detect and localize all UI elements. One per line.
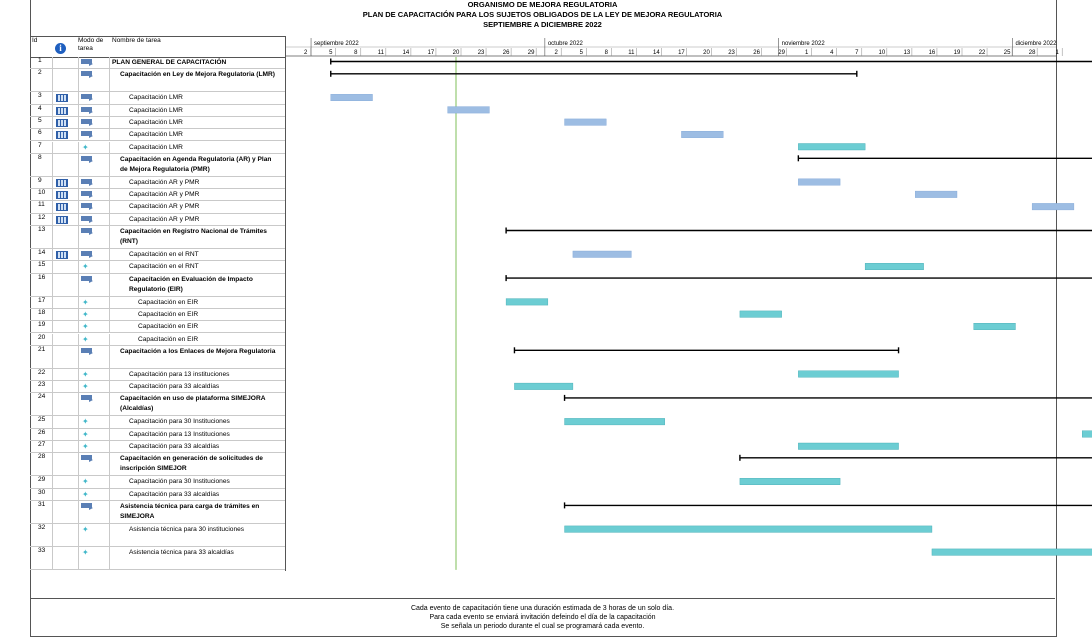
day-label: 2 bbox=[554, 50, 558, 56]
task-mode-cell bbox=[78, 309, 110, 320]
table-row[interactable] bbox=[30, 177, 285, 189]
table-row[interactable] bbox=[30, 189, 285, 201]
task-mode-cell bbox=[78, 381, 110, 392]
indicator-cell bbox=[52, 369, 78, 380]
task-id: 4 bbox=[38, 104, 42, 112]
indicator-cell bbox=[52, 249, 78, 260]
day-label: 13 bbox=[903, 50, 911, 56]
table-row[interactable] bbox=[30, 309, 285, 321]
title-organization: ORGANISMO DE MEJORA REGULATORIA bbox=[467, 0, 618, 9]
day-label: 25 bbox=[1003, 50, 1011, 56]
task-bar bbox=[448, 107, 490, 114]
auto-schedule-icon bbox=[81, 216, 92, 221]
task-id: 9 bbox=[38, 176, 42, 184]
manual-schedule-icon: ✦ bbox=[82, 477, 89, 487]
task-name[interactable]: Capacitación AR y PMR bbox=[129, 191, 200, 199]
auto-schedule-icon bbox=[81, 455, 92, 460]
note-duration: Cada evento de capacitación tiene una duración estimada de 3 horas de un solo día. bbox=[410, 605, 675, 612]
table-row[interactable] bbox=[30, 297, 285, 309]
task-name[interactable]: Asistencia técnica para 33 alcaldías bbox=[129, 548, 234, 556]
gantt-svg bbox=[286, 36, 1059, 571]
task-bar bbox=[798, 144, 865, 151]
indicator-cell bbox=[52, 92, 78, 103]
indicator-cell bbox=[52, 441, 78, 452]
task-bar bbox=[573, 251, 631, 258]
calendar-icon bbox=[56, 191, 68, 199]
auto-schedule-icon bbox=[81, 94, 92, 99]
task-id: 21 bbox=[38, 345, 46, 353]
task-mode-cell bbox=[78, 547, 110, 569]
task-id: 3 bbox=[38, 92, 42, 100]
task-id: 28 bbox=[38, 453, 46, 461]
month-label: noviembre 2022 bbox=[781, 41, 825, 47]
task-id: 7 bbox=[38, 141, 42, 149]
task-id: 30 bbox=[38, 488, 46, 496]
table-row[interactable] bbox=[30, 226, 285, 249]
manual-schedule-icon: ✦ bbox=[82, 142, 89, 152]
task-id: 17 bbox=[38, 296, 46, 304]
task-mode-cell bbox=[78, 524, 110, 546]
task-mode-cell bbox=[78, 142, 110, 153]
task-id: 29 bbox=[38, 476, 46, 484]
task-name[interactable]: Capacitación en generación de solicitudes de inscripción SIMEJOR bbox=[120, 455, 263, 473]
table-row[interactable] bbox=[30, 453, 285, 476]
task-bar bbox=[565, 526, 932, 533]
task-mode-cell bbox=[78, 214, 110, 225]
task-name[interactable]: Capacitación en Evaluación de Impacto Regulatorio (EIR) bbox=[129, 275, 253, 293]
day-label: 29 bbox=[778, 50, 785, 56]
indicator-cell bbox=[52, 57, 78, 68]
indicator-cell bbox=[52, 105, 78, 116]
task-name[interactable]: Capacitación para 33 alcaldías bbox=[129, 383, 220, 391]
auto-schedule-icon bbox=[81, 119, 92, 124]
task-id: 1 bbox=[38, 57, 42, 64]
auto-schedule-icon bbox=[81, 276, 92, 281]
task-id: 33 bbox=[38, 546, 46, 554]
indicator-cell bbox=[52, 117, 78, 128]
indicator-cell bbox=[52, 226, 78, 248]
calendar-icon bbox=[56, 119, 68, 127]
indicator-cell bbox=[52, 129, 78, 140]
info-icon: i bbox=[55, 43, 66, 54]
task-mode-cell bbox=[78, 321, 110, 332]
task-bar bbox=[506, 299, 548, 306]
task-name[interactable]: Capacitación para 13 Instituciones bbox=[129, 430, 230, 438]
notes-footer bbox=[30, 598, 1055, 630]
auto-schedule-icon bbox=[81, 503, 92, 508]
day-label: 7 bbox=[855, 50, 859, 56]
task-bar bbox=[798, 179, 840, 186]
table-row[interactable] bbox=[30, 69, 285, 92]
indicator-cell bbox=[52, 547, 78, 569]
calendar-icon bbox=[56, 216, 68, 224]
task-bar bbox=[740, 311, 782, 318]
task-mode-cell bbox=[78, 154, 110, 176]
note-period: Se señala un periodo durante el cual se programará cada evento. bbox=[440, 623, 645, 630]
day-label: 20 bbox=[452, 50, 460, 56]
table-row[interactable] bbox=[30, 142, 285, 154]
table-row[interactable] bbox=[30, 249, 285, 261]
task-mode-cell bbox=[78, 297, 110, 308]
task-mode-cell bbox=[78, 441, 110, 452]
table-row[interactable] bbox=[30, 201, 285, 213]
task-id: 27 bbox=[38, 441, 46, 448]
day-label: 26 bbox=[753, 50, 760, 56]
indicator-cell bbox=[52, 274, 78, 296]
day-label: 11 bbox=[628, 50, 635, 56]
task-name[interactable]: Capacitación en Ley de Mejora Regulatoria (LMR) bbox=[120, 71, 275, 79]
table-row[interactable] bbox=[30, 476, 285, 488]
table-row[interactable] bbox=[30, 369, 285, 381]
day-label: 14 bbox=[402, 50, 410, 56]
day-label: 19 bbox=[953, 50, 961, 56]
task-bar bbox=[681, 131, 723, 138]
task-name[interactable]: Capacitación en EIR bbox=[138, 298, 199, 306]
task-id: 31 bbox=[38, 500, 46, 508]
auto-schedule-icon bbox=[81, 71, 92, 76]
task-bar bbox=[915, 191, 957, 198]
indicator-cell bbox=[52, 453, 78, 475]
auto-schedule-icon bbox=[81, 228, 92, 233]
indicator-cell bbox=[52, 309, 78, 320]
day-label: 8 bbox=[604, 50, 608, 56]
task-id: 19 bbox=[38, 321, 46, 329]
task-mode-cell bbox=[78, 346, 110, 368]
month-label: diciembre 2022 bbox=[1015, 41, 1057, 47]
calendar-icon bbox=[56, 203, 68, 211]
task-name[interactable]: Capacitación en Agenda Regulatoria (AR) y Plan de Mejora Regulatoria (PMR) bbox=[120, 155, 272, 173]
manual-schedule-icon: ✦ bbox=[82, 547, 89, 557]
table-row[interactable] bbox=[30, 261, 285, 273]
manual-schedule-icon: ✦ bbox=[82, 309, 89, 319]
task-bar bbox=[798, 371, 898, 378]
task-bar bbox=[1082, 431, 1092, 438]
task-mode-cell bbox=[78, 476, 110, 487]
note-invitation: Para cada evento se enviará invitación defeindo el día de la capacitación bbox=[429, 614, 656, 621]
task-id: 23 bbox=[38, 381, 46, 389]
task-name[interactable]: Capacitación AR y PMR bbox=[129, 178, 200, 186]
auto-schedule-icon bbox=[81, 131, 92, 136]
task-mode-cell bbox=[78, 69, 110, 91]
table-row[interactable] bbox=[30, 547, 285, 570]
task-id: 8 bbox=[38, 153, 42, 161]
indicator-cell bbox=[52, 69, 78, 91]
task-id: 10 bbox=[38, 189, 46, 197]
task-name[interactable]: Capacitación para 13 instituciones bbox=[129, 370, 230, 378]
indicator-cell bbox=[52, 501, 78, 523]
task-id: 20 bbox=[38, 333, 46, 341]
task-mode-cell bbox=[78, 416, 110, 427]
task-name[interactable]: Capacitación LMR bbox=[129, 118, 183, 126]
task-name[interactable]: PLAN GENERAL DE CAPACITACIÓN bbox=[112, 59, 227, 66]
table-row[interactable] bbox=[30, 117, 285, 129]
day-label: 1 bbox=[805, 50, 809, 56]
manual-schedule-icon: ✦ bbox=[82, 489, 89, 499]
task-mode-cell bbox=[78, 129, 110, 140]
table-row[interactable] bbox=[30, 346, 285, 369]
auto-schedule-icon bbox=[81, 203, 92, 208]
task-name[interactable]: Capacitación AR y PMR bbox=[129, 215, 200, 223]
task-bar bbox=[974, 323, 1016, 330]
task-name[interactable]: Capacitación AR y PMR bbox=[129, 203, 200, 211]
auto-schedule-icon bbox=[81, 191, 92, 196]
table-row[interactable] bbox=[30, 334, 285, 346]
task-name[interactable]: Capacitación en el RNT bbox=[129, 251, 199, 258]
day-label: 22 bbox=[978, 50, 986, 56]
auto-schedule-icon bbox=[81, 59, 92, 64]
day-label: 28 bbox=[1028, 50, 1036, 56]
task-name[interactable]: Capacitación LMR bbox=[129, 106, 183, 114]
manual-schedule-icon: ✦ bbox=[82, 369, 89, 379]
table-row[interactable] bbox=[30, 393, 285, 416]
task-name[interactable]: Capacitación para 33 alcaldías bbox=[129, 443, 220, 450]
day-label: 11 bbox=[377, 50, 384, 56]
table-row[interactable] bbox=[30, 57, 285, 69]
task-mode-cell bbox=[78, 274, 110, 296]
task-name[interactable]: Capacitación LMR bbox=[129, 143, 183, 151]
task-id: 13 bbox=[38, 226, 46, 233]
task-mode-cell bbox=[78, 261, 110, 272]
task-name[interactable]: Capacitación en EIR bbox=[138, 335, 199, 343]
task-bar bbox=[932, 549, 1092, 556]
indicator-cell bbox=[52, 321, 78, 332]
day-label: 5 bbox=[329, 50, 333, 56]
task-id: 22 bbox=[38, 368, 46, 376]
table-row[interactable] bbox=[30, 274, 285, 297]
table-row[interactable] bbox=[30, 416, 285, 428]
task-id: 6 bbox=[38, 129, 42, 137]
calendar-icon bbox=[56, 251, 68, 259]
indicator-cell bbox=[52, 261, 78, 272]
task-mode-cell bbox=[78, 393, 110, 415]
task-name[interactable]: Capacitación a los Enlaces de Mejora Regulatoria bbox=[120, 347, 276, 355]
task-name[interactable]: Capacitación LMR bbox=[129, 94, 183, 102]
indicator-cell bbox=[52, 416, 78, 427]
task-id: 24 bbox=[38, 393, 46, 401]
task-mode-cell bbox=[78, 226, 110, 248]
indicator-cell bbox=[52, 214, 78, 225]
indicator-cell bbox=[52, 154, 78, 176]
task-bar bbox=[798, 443, 898, 450]
auto-schedule-icon bbox=[81, 179, 92, 184]
auto-schedule-icon bbox=[81, 348, 92, 353]
title-plan: PLAN DE CAPACITACIÓN PARA LOS SUJETOS OBLIGADOS DE LA LEY DE MEJORA REGULATORIA bbox=[362, 10, 723, 19]
task-mode-cell bbox=[78, 249, 110, 260]
table-row[interactable] bbox=[30, 524, 285, 547]
day-label: 17 bbox=[427, 50, 435, 56]
task-id: 18 bbox=[38, 308, 46, 316]
calendar-icon bbox=[56, 94, 68, 102]
table-row[interactable] bbox=[30, 489, 285, 501]
task-bar bbox=[331, 94, 373, 101]
task-id: 5 bbox=[38, 116, 42, 124]
month-label: septiembre 2022 bbox=[314, 41, 359, 47]
task-mode-cell bbox=[78, 201, 110, 212]
task-mode-cell bbox=[78, 177, 110, 188]
task-name[interactable]: Capacitación en EIR bbox=[138, 323, 199, 331]
task-mode-cell bbox=[78, 334, 110, 345]
day-label: 16 bbox=[928, 50, 936, 56]
task-id: 11 bbox=[38, 201, 45, 209]
task-name[interactable]: Asistencia técnica para carga de trámites en SIMEJORA bbox=[120, 502, 260, 520]
day-label: 14 bbox=[653, 50, 660, 56]
table-row[interactable] bbox=[30, 381, 285, 393]
manual-schedule-icon: ✦ bbox=[82, 322, 89, 332]
task-mode-cell bbox=[78, 501, 110, 523]
indicator-cell bbox=[52, 297, 78, 308]
task-id: 12 bbox=[38, 213, 46, 221]
indicator-cell bbox=[52, 177, 78, 188]
table-row[interactable] bbox=[30, 501, 285, 524]
task-bar bbox=[514, 383, 572, 390]
manual-schedule-icon: ✦ bbox=[82, 382, 89, 392]
day-label: 29 bbox=[527, 50, 535, 56]
table-row[interactable] bbox=[30, 154, 285, 177]
manual-schedule-icon: ✦ bbox=[82, 442, 89, 451]
indicator-cell bbox=[52, 334, 78, 345]
task-mode-cell bbox=[78, 429, 110, 440]
indicator-cell bbox=[52, 393, 78, 415]
task-id: 14 bbox=[38, 249, 46, 256]
task-mode-cell bbox=[78, 92, 110, 103]
task-mode-cell bbox=[78, 189, 110, 200]
manual-schedule-icon: ✦ bbox=[82, 429, 89, 439]
column-header-id[interactable]: Id bbox=[32, 37, 38, 44]
indicator-cell bbox=[52, 489, 78, 500]
manual-schedule-icon: ✦ bbox=[82, 524, 89, 534]
task-mode-cell bbox=[78, 117, 110, 128]
title-period: SEPTIEMBRE A DICIEMBRE 2022 bbox=[483, 20, 602, 29]
task-id: 16 bbox=[38, 273, 46, 281]
indicator-cell bbox=[52, 381, 78, 392]
manual-schedule-icon: ✦ bbox=[82, 417, 89, 427]
calendar-icon bbox=[56, 131, 68, 139]
indicator-cell bbox=[52, 201, 78, 212]
task-name[interactable]: Asistencia técnica para 30 instituciones bbox=[129, 525, 245, 533]
task-id: 26 bbox=[38, 428, 46, 436]
task-name[interactable]: Capacitación para 33 alcaldías bbox=[129, 490, 220, 498]
indicator-cell bbox=[52, 429, 78, 440]
task-bar bbox=[1032, 203, 1074, 210]
manual-schedule-icon: ✦ bbox=[82, 297, 89, 307]
task-id: 32 bbox=[38, 523, 46, 531]
day-label: 8 bbox=[354, 50, 358, 56]
task-id: 15 bbox=[38, 261, 46, 269]
month-label: octubre 2022 bbox=[547, 41, 583, 47]
task-name[interactable]: Capacitación para 30 Instituciones bbox=[129, 418, 230, 426]
day-label: 1 bbox=[1055, 50, 1059, 56]
day-label: 5 bbox=[579, 50, 583, 56]
task-mode-cell bbox=[78, 453, 110, 475]
table-row[interactable] bbox=[30, 214, 285, 226]
task-bar bbox=[865, 263, 923, 270]
task-name[interactable]: Capacitación en EIR bbox=[138, 310, 199, 318]
task-name[interactable]: Capacitación LMR bbox=[129, 131, 183, 139]
manual-schedule-icon: ✦ bbox=[82, 262, 89, 272]
task-id: 25 bbox=[38, 416, 46, 424]
indicator-cell bbox=[52, 189, 78, 200]
task-id: 2 bbox=[38, 69, 42, 77]
day-label: 26 bbox=[502, 50, 510, 56]
table-row[interactable] bbox=[30, 92, 285, 104]
indicator-cell bbox=[52, 346, 78, 368]
table-row[interactable] bbox=[30, 321, 285, 333]
indicator-cell bbox=[52, 476, 78, 487]
day-label: 23 bbox=[728, 50, 735, 56]
auto-schedule-icon bbox=[81, 251, 92, 256]
task-bar bbox=[740, 478, 840, 485]
task-name[interactable]: Capacitación en Registro Nacional de Trámites (RNT) bbox=[120, 228, 267, 245]
gantt-chart bbox=[285, 36, 1059, 571]
table-row[interactable] bbox=[30, 129, 285, 141]
table-row[interactable] bbox=[30, 429, 285, 441]
task-bar bbox=[565, 119, 607, 126]
indicator-cell bbox=[52, 524, 78, 546]
task-bar bbox=[565, 418, 665, 425]
task-mode-cell bbox=[78, 105, 110, 116]
table-row[interactable] bbox=[30, 441, 285, 453]
table-row[interactable] bbox=[30, 105, 285, 117]
auto-schedule-icon bbox=[81, 156, 92, 161]
auto-schedule-icon bbox=[81, 107, 92, 112]
day-label: 17 bbox=[678, 50, 685, 56]
task-name[interactable]: Capacitación en el RNT bbox=[129, 263, 199, 271]
auto-schedule-icon bbox=[81, 395, 92, 400]
day-label: 4 bbox=[830, 50, 834, 56]
calendar-icon bbox=[56, 179, 68, 187]
task-name[interactable]: Capacitación en uso de plataforma SIMEJORA (Alcaldías) bbox=[120, 395, 266, 413]
task-name[interactable]: Capacitación para 30 Instituciones bbox=[129, 478, 230, 486]
task-mode-cell bbox=[78, 57, 110, 68]
table-header bbox=[30, 36, 285, 58]
calendar-icon bbox=[56, 107, 68, 115]
column-header-name[interactable]: Nombre de tarea bbox=[112, 37, 161, 44]
manual-schedule-icon: ✦ bbox=[82, 334, 89, 344]
task-mode-cell bbox=[78, 489, 110, 500]
indicator-cell bbox=[52, 142, 78, 153]
day-label: 2 bbox=[304, 50, 308, 56]
day-label: 10 bbox=[878, 50, 886, 56]
day-label: 20 bbox=[703, 50, 710, 56]
column-header-mode[interactable]: Modo de tarea bbox=[78, 37, 104, 52]
task-mode-cell bbox=[78, 369, 110, 380]
day-label: 23 bbox=[477, 50, 485, 56]
